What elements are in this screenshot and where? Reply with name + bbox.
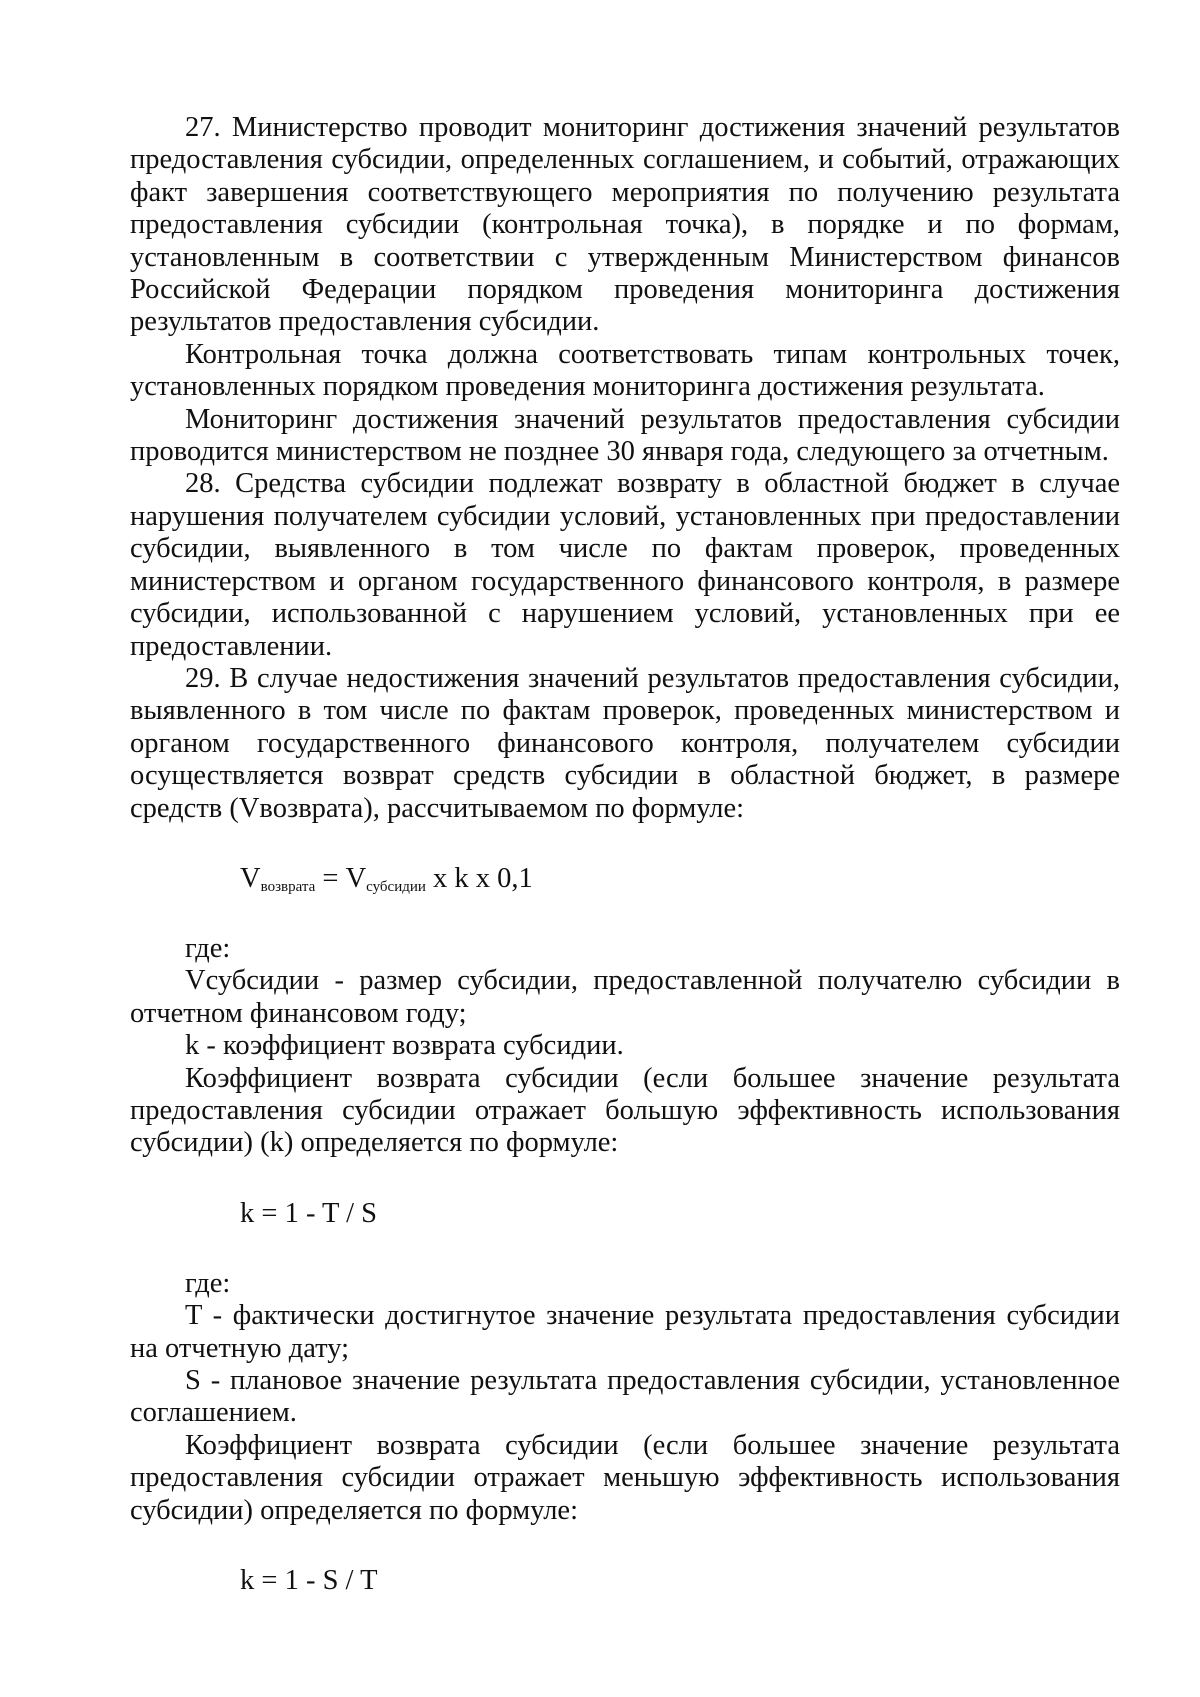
definition-t: T - фактически достигнутое значение результата предоставления субсидии на отчетную дату; — [130, 1300, 1120, 1364]
formula-k-s-over-t: k = 1 - S / T — [240, 1565, 378, 1597]
spacer — [130, 825, 1120, 861]
paragraph-monitoring: Мониторинг достижения значений результатов предоставления субсидии проводится министерством не позднее 30 января года, следующего за отчетным. — [130, 403, 1120, 468]
formula-refund-volume: $V_{возврата} = V_{субсидии}$ x k x 0,1 — [240, 862, 533, 895]
document-body — [130, 112, 1120, 1599]
spacer — [130, 1527, 1120, 1563]
spacer — [130, 1232, 1120, 1268]
paragraph-checkpoint: Контрольная точка должна соответствовать типам контрольных точек, установленных порядком проведения мониторинга достижения результата. — [130, 338, 1120, 403]
definition-v-subsidy: Vсубсидии - размер субсидии, предоставленной получателю субсидии в отчетном финансовом году; — [130, 965, 1120, 1029]
paragraph-coef-lesser-efficiency: Коэффициент возврата субсидии (если большее значение результата предоставления субсидии отражает меньшую эффективность использования субсидии) определяется по формуле: — [130, 1429, 1120, 1526]
spacer — [130, 1160, 1120, 1196]
where-label: где: — [185, 1267, 231, 1299]
where-label: где: — [185, 932, 231, 964]
subscript-subsidy: субсидии — [366, 878, 426, 895]
definition-k: k - коэффициент возврата субсидии. — [185, 1030, 624, 1062]
paragraph-coef-greater-efficiency: Коэффициент возврата субсидии (если большее значение результата предоставления субсидии отражает большую эффективность использования субсидии) (k) определяется по формуле: — [130, 1062, 1120, 1159]
paragraph-27: 27. Министерство проводит мониторинг достижения значений результатов предоставления субсидии, определенных соглашением, и событий, отражающих факт завершения соответствующего мероприятия по получению результата предоставления субсидии (контрольная точка), в порядке и по формам, установленным в соответствии с утвержденным Министерством финансов Российской Федерации порядком проведения мониторинга достижения результатов предоставления субсидии. — [130, 112, 1120, 338]
formula-k-t-over-s: k = 1 - T / S — [240, 1197, 377, 1229]
definition-s: S - плановое значение результата предоставления субсидии, установленное соглашением. — [130, 1365, 1120, 1429]
paragraph-29: 29. В случае недостижения значений результатов предоставления субсидии, выявленного в том числе по фактам проверок, проведенных министерством и органом государственного финансового контроля, получателем субсидии осуществляется возврат средств субсидии в областной бюджет, в размере средств (Vвозврата), рассчитываемом по формуле: — [130, 662, 1120, 824]
paragraph-28: 28. Средства субсидии подлежат возврату в областной бюджет в случае нарушения получателем субсидии условий, установленных при предоставлении субсидии, выявленного в том числе по фактам проверок, проведенных министерством и органом государственного финансового контроля, в размере субсидии, использованной с нарушением условий, установленных при ее предоставлении. — [130, 468, 1120, 662]
spacer — [130, 897, 1120, 933]
subscript-refund: возврата — [260, 878, 316, 895]
